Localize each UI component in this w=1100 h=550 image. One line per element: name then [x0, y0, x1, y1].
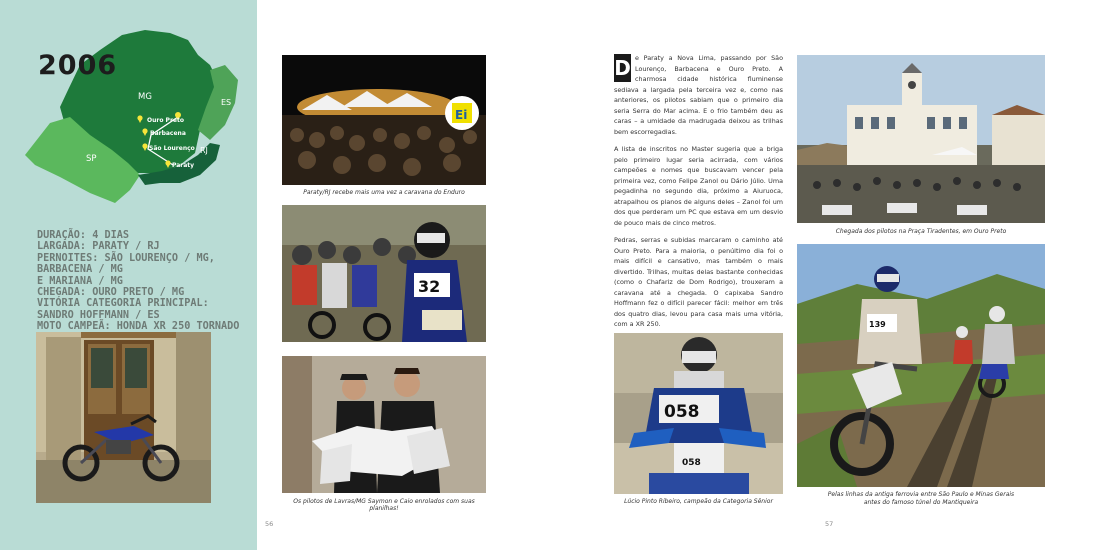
page-number-left: 56	[265, 520, 274, 528]
fact-line: E MARIANA / MG	[37, 275, 123, 287]
article-body	[614, 53, 783, 337]
map-label-es: ES	[221, 98, 232, 107]
article-paragraph: A lista de inscritos no Master sugeria que a briga pelo primeiro lugar seria acirrada, com vários campeões e nomes que buscavam vencer pela primeira vez, como Felipe Zanol ou Dário Júlio. Uma pegadinha no segundo dia, próximo a Aiuruoca, atrapalhou os planos de alguns deles – Zanol foi um dos que perderam um PC que estava em um desvio de pouco mais de cinco metros.	[614, 145, 783, 227]
caption-night: Paraty/RJ recebe mais uma vez a caravana do Enduro	[303, 189, 465, 196]
event-facts	[37, 230, 252, 333]
photo-railway-riders	[797, 244, 1045, 487]
bike-number: 058	[682, 458, 701, 468]
fact-line: SANDRO HOFFMANN / ES	[37, 309, 160, 321]
photo-motorcycle-door	[36, 332, 211, 503]
bib-number: 058	[664, 402, 700, 422]
map-city-barbacena: Barbacena	[150, 130, 186, 137]
map-label-mg: MG	[138, 92, 152, 102]
caption-rider: Lúcio Pinto Ribeiro, campeão da Categoria Sênior	[624, 498, 773, 505]
photo-praca-tiradentes	[797, 55, 1045, 223]
caption-trophies: Os pilotos de Lavras/MG Saymon e Caio enrolados com suas planilhas!	[293, 498, 475, 512]
caption-railway-line1: Pelas linhas da antiga ferrovia entre São Paulo e Minas Gerais	[827, 491, 1015, 498]
fact-line: CHEGADA: OURO PRETO / MG	[37, 287, 185, 299]
photo-trophies	[282, 356, 486, 493]
fact-line: PERNOITES: SÃO LOURENÇO / MG, BARBACENA / MG	[37, 252, 215, 276]
caption-railway-line2: antes do famoso túnel do Mantiqueira	[863, 499, 979, 506]
photo-rider-portrait	[614, 333, 783, 494]
article-paragraph: Pedras, serras e subidas marcaram o caminho até Ouro Preto. Para a maioria, o penúltimo dia foi o mais difícil e cansativo, mas também o mais divertido. Trilhas, muitas delas bastante conhecidas (como o Chafariz de Dom Rodrigo), trouxeram a caravana até a chegada. O capixaba Sandro Hoffmann fez o difícil parecer fácil: melhor em três dos quatro dias, levou para casa mais uma vitória, com a XR 250.	[614, 236, 783, 328]
map-label-sp: SP	[86, 154, 97, 164]
map-city-ouro-preto: Ouro Preto	[147, 117, 184, 124]
drop-cap: D	[614, 56, 631, 80]
edition-year: 2006	[38, 50, 118, 81]
map-label-rj: RJ	[200, 146, 208, 155]
map-city-sao-lourenco: São Lourenço	[149, 145, 195, 152]
fact-line: VITÓRIA CATEGORIA PRINCIPAL:	[37, 298, 209, 310]
bike-number: 139	[869, 320, 886, 329]
photo-paraty-night	[282, 55, 486, 185]
bib-number: 32	[418, 277, 441, 296]
fact-line: DURAÇÃO: 4 DIAS	[37, 230, 130, 241]
caption-square: Chegada dos pilotos na Praça Tiradentes, em Ouro Preto	[835, 228, 1007, 235]
banner-logo-text: Ei	[455, 108, 468, 122]
page-number-right: 57	[825, 520, 834, 528]
photo-pilots-start	[282, 205, 486, 342]
article-paragraph	[614, 53, 783, 137]
fact-line: LARGADA: PARATY / RJ	[37, 241, 160, 253]
article-paragraph-text: e Paraty a Nova Lima, passando por São Lourenço, Barbacena e Ouro Preto. A charmosa cidade histórica fluminense sediava a largada pela terceira vez e, como nas anteriores, os pilotos sabiam que o primeiro dia seria Serra do Mar acima. E o frio também deu as caras – a umidade da madrugada deixou as trilhas bem escorregadias.	[614, 54, 783, 136]
map-city-paraty: Paraty	[172, 162, 195, 169]
fact-line: MOTO CAMPEÃ: HONDA XR 250 TORNADO	[37, 321, 240, 333]
